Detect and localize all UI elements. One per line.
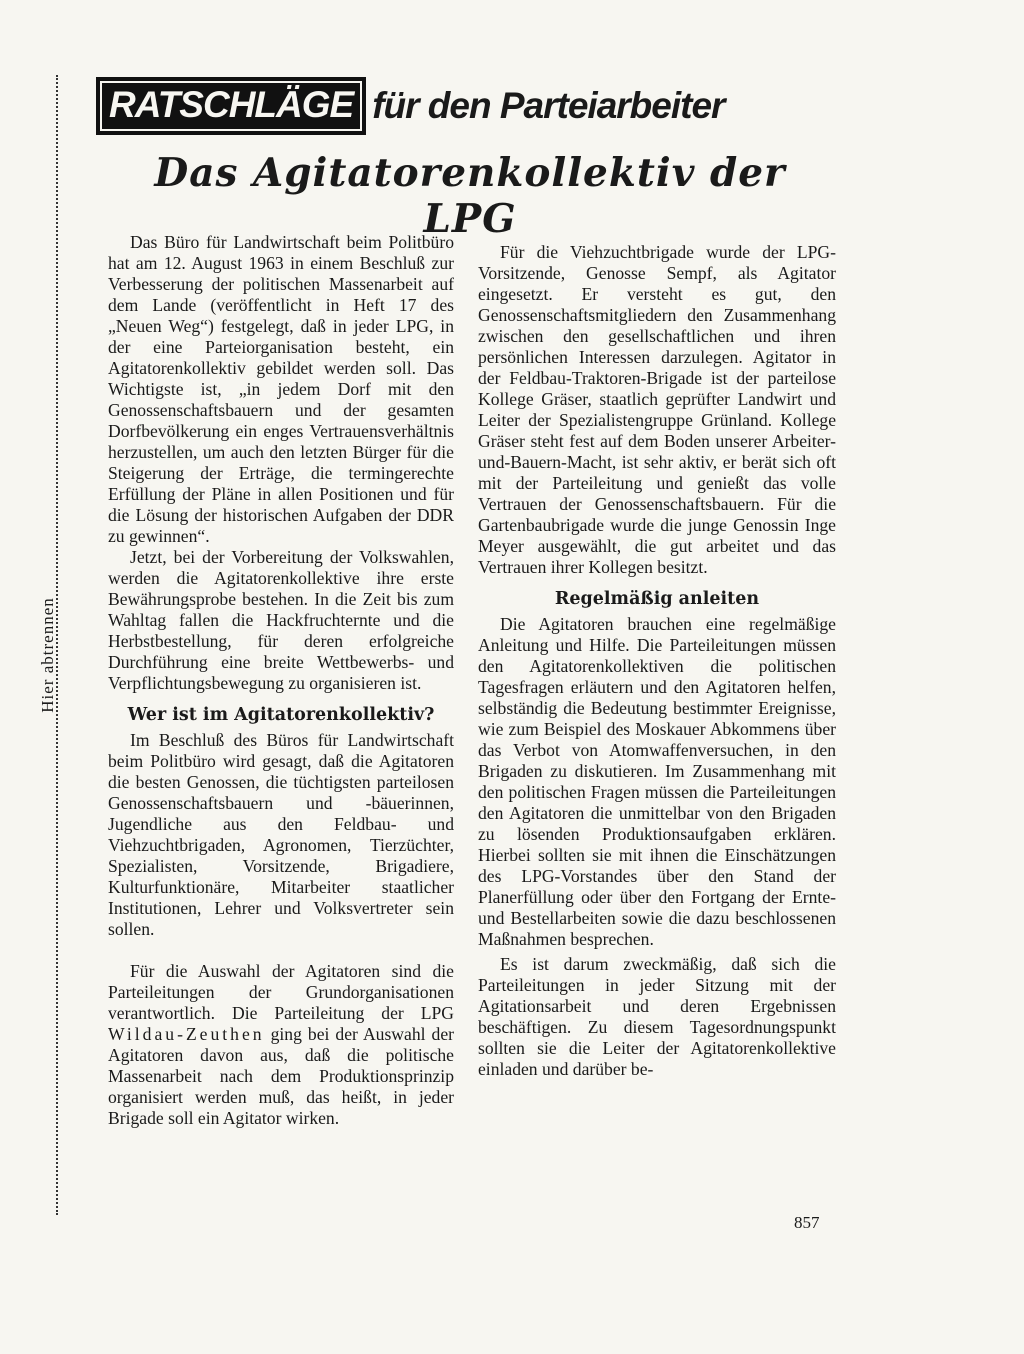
paragraph-text: Für die Auswahl der Agitatoren sind die Parteileitungen der Grundorganisationen verantwortlich. Die Parteileitung der LPG: [108, 961, 454, 1023]
article-title: Das Agitatorenkollektiv der LPG: [154, 150, 786, 242]
cut-label: Hier abtrennen: [38, 597, 57, 713]
paragraph-text: ging bei der Auswahl der Agitatoren davon aus, daß die politische Massenarbeit nach dem Produktionsprinzip organisiert werden muß, das heißt, in jeder Brigade soll ein Agitator wirken.: [108, 1024, 454, 1128]
series-kicker-box: RATSCHLÄGE: [96, 77, 366, 135]
paragraph: Es ist darum zweckmäßig, daß sich die Parteileitungen in jeder Sitzung mit der Agitationsarbeit und deren Ergebnissen beschäftigen. Zu diesem Tagesordnungspunkt sollten sie die Leiter der Agitatorenkollektive einladen und darüber be-: [478, 954, 836, 1079]
left-column: [108, 232, 454, 1129]
lpg-name: Wildau-Zeuthen: [108, 1024, 265, 1044]
section-heading: Wer ist im Agitatorenkollektiv?: [127, 705, 435, 725]
paragraph: Für die Viehzuchtbrigade wurde der LPG-Vorsitzende, Genosse Sempf, als Agitator eingesetzt. Er versteht es gut, den Genossenschaftsmitgliedern den Zusammenhang zwischen den gesellschaftlichen und ihren persönlichen Interessen darzulegen. Agitator in der Feldbau-Traktoren-Brigade ist der parteilose Kollege Gräser, staatlich geprüfter Landwirt und Leiter der Spezialistengruppe Grünland. Kollege Gräser steht fest auf dem Boden unserer Arbeiter-und-Bauern-Macht, ist sehr aktiv, er berät sich oft mit der Parteileitung und genießt das volle Vertrauen der Genossenschaftsbauern. Für die Gartenbaubrigade wurde die junge Genossin Inge Meyer ausgewählt, die gut arbeitet und das Vertrauen ihrer Kollegen besitzt.: [478, 242, 836, 577]
paragraph: Im Beschluß des Büros für Landwirtschaft beim Politbüro wird gesagt, daß die Agitatoren die besten Genossen, die tüchtigsten parteilosen Genossenschaftsbauern und -bäuerinnen, Jugendliche aus den Feldbau- und Viehzuchtbrigaden, Agronomen, Tierzüchter, Spezialisten, Vorsitzende, Brigadiere, Kulturfunktionäre, Mitarbeiter staatlicher Institutionen, Lehrer und Volksvertreter sein sollen.: [108, 730, 454, 939]
series-header: [96, 78, 796, 134]
paragraph: Jetzt, bei der Vorbereitung der Volkswahlen, werden die Agitatorenkollektive ihre erste Bewährungsprobe bestehen. In die Zeit bis zum Wahltag fallen die Hackfruchternte und die Herbstbestellung, für deren erfolgreiche Durchführung eine breite Wettbewerbs- und Verpflichtungsbewegung zu organisieren ist.: [108, 547, 454, 693]
series-kicker-rest: für den Parteiarbeiter: [372, 85, 725, 126]
paragraph: Die Agitatoren brauchen eine regelmäßige Anleitung und Hilfe. Die Parteileitungen müssen den Agitatorenkollektiven die politischen Tagesfragen erläutern und den Agitatoren helfen, selbständig die Bedeutung bestimmter Ereignisse, wie zum Beispiel des Moskauer Abkommens über das Verbot von Atomwaffenversuchen, in den Brigaden zu diskutieren. Im Zusammenhang mit den politischen Fragen müssen die Parteileitungen den Agitatoren die unmittelbar von den Brigaden zu lösenden Produktionsaufgaben erklären. Hierbei sollten sie mit ihnen die Einschätzungen des LPG-Vorstandes über den Stand der Planerfüllung oder über den Fortgang der Ernte- und Bestellarbeiten sowie die dazu beschlossenen Maßnahmen besprechen.: [478, 614, 836, 949]
page-number: 857: [794, 1213, 820, 1232]
section-heading: Regelmäßig anleiten: [554, 589, 760, 609]
right-column: [478, 242, 836, 1080]
paragraph: Das Büro für Landwirtschaft beim Politbüro hat am 12. August 1963 in einem Beschluß zur Verbesserung der politischen Massenarbeit auf dem Lande (veröffentlicht in Heft 17 des „Neuen Weg“) festgelegt, daß in jeder LPG, in der eine Parteiorganisation besteht, ein Agitatorenkollektiv gebildet werden soll. Das Wichtigste ist, „in jedem Dorf mit den Genossenschaftsbauern und der gesamten Dorfbevölkerung ein enges Vertrauensverhältnis herzustellen, um auch den letzten Bürger für die Steigerung der Erträge, die termingerechte Erfüllung der Pläne in allen Positionen und für die Lösung der historischen Aufgaben der DDR zu gewinnen“.: [108, 232, 454, 546]
paragraph: [108, 961, 454, 1129]
